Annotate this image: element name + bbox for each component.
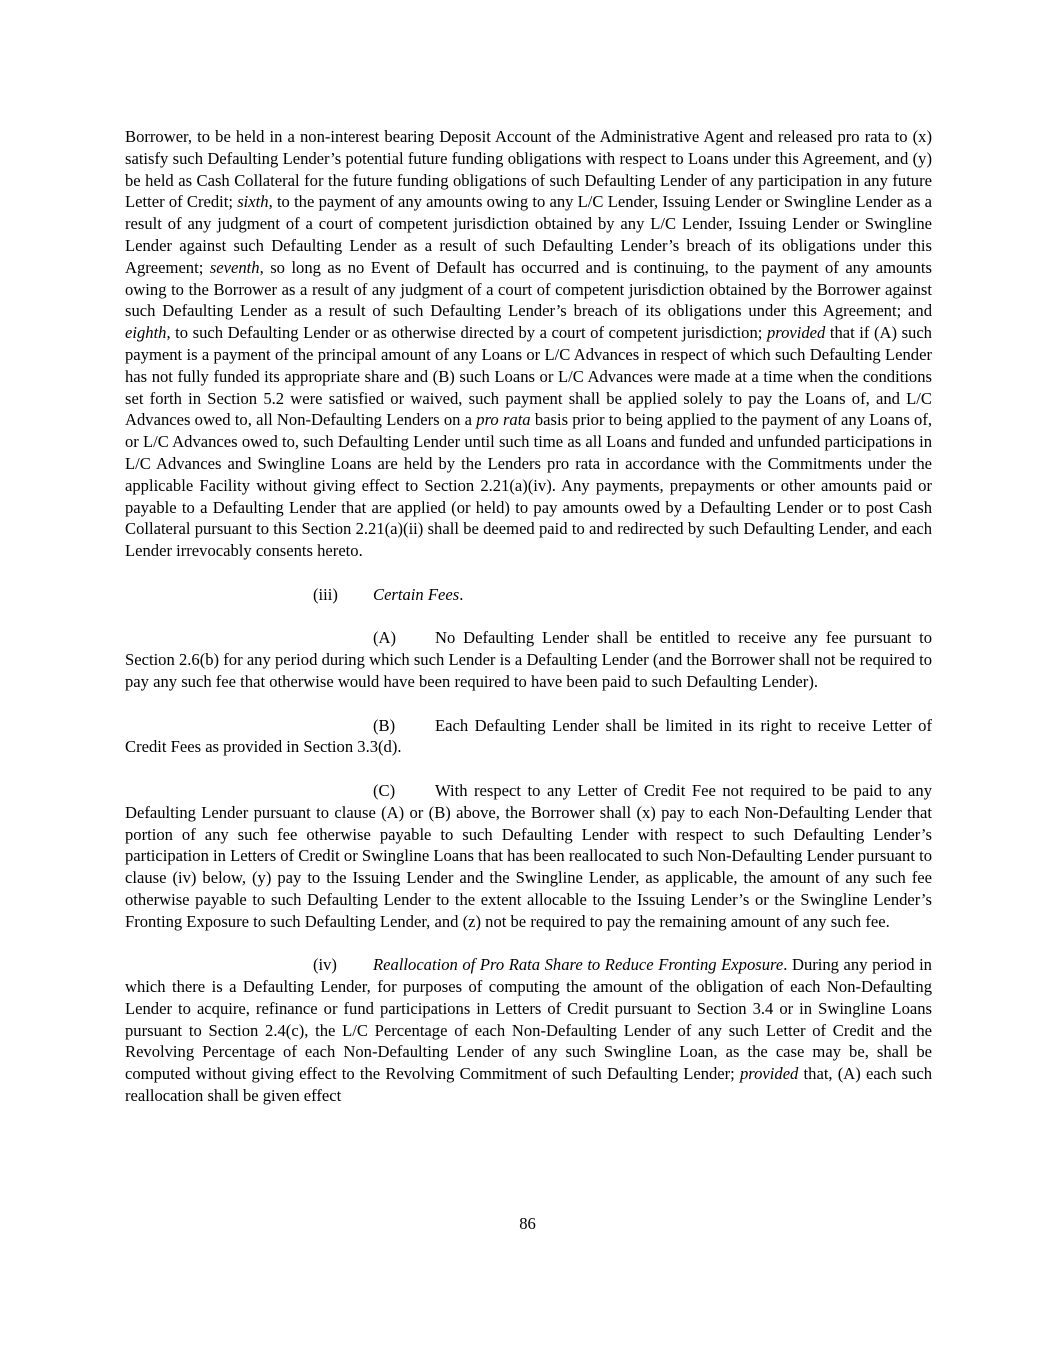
clause-text: With respect to any Letter of Credit Fee not required to be paid to any Defaulting Lender pursuant to clause (A) or (B) above, the Borrower shall (x) pay to each Non-Defaulting Lender that portion of any such fee otherwise payable to such Defaulting Lender with respect to such Defaulting Lender’s participation in Letters of Credit or Swingline Loans that has been reallocated to such Non-Defaulting Lender pursuant to clause (iv) below, (y) pay to the Issuing Lender and the Swingline Lender, as applicable, the amount of any such fee otherwise payable to such Defaulting Lender to the extent allocable to the Issuing Lender’s or the Swingline Lender’s Fronting Exposure to such Defaulting Lender, and (z) not be required to pay the remaining amount of any such fee. [125, 780, 932, 931]
punctuation: . [459, 584, 464, 604]
text-run: , to the payment of any amounts owing to any L/C Lender, Issuing Lender or Swingline Lender as a result of any judgment of a court of competent jurisdiction obtained by any L/C Lender, Issuing Lender or Swingline Lender against such Defaulting Lender as a result of such Defaulting Lender’s breach of its obligations under this Agreement; [125, 192, 933, 277]
page-number: 86 [519, 1214, 536, 1233]
section-title: Certain Fees [373, 584, 460, 604]
clause-number: (A) [373, 628, 397, 648]
text-run: , so long as no Event of Default has occurred and is continuing, to the payment of any amounts owing to the Borrower as a result of any judgment of a court of competent jurisdiction obtained by the Borrower against such Defaulting Lender as a result of such Defaulting Lender’s breach of its obligations under this Agreement; and [125, 257, 932, 321]
clause-number: (B) [373, 715, 396, 735]
clause-c [125, 780, 932, 933]
clause-number: (C) [373, 780, 396, 800]
clause-b [125, 715, 932, 759]
paragraph-continuation [125, 126, 932, 562]
punctuation: . [783, 955, 788, 975]
italic-term-sixth: sixth [237, 192, 269, 212]
section-title: Reallocation of Pro Rata Share to Reduce Fronting Exposure [373, 955, 784, 975]
italic-term-provided: provided [766, 323, 826, 343]
italic-term-seventh: seventh [209, 257, 260, 277]
text-run: Borrower, to be held in a non-interest bearing Deposit Account of the Administrative Agent and released pro rata to (x) satisfy such Defaulting Lender’s potential future funding obligations with respect to Loans under this Agreement, and (y) be held as Cash Collateral for the future funding obligations of such Defaulting Lender of any participation in any future Letter of Credit; [125, 127, 932, 212]
section-iii-heading [125, 584, 932, 606]
italic-term-provided: provided [739, 1064, 799, 1084]
clause-a [125, 627, 932, 692]
text-run: , to such Defaulting Lender or as otherwise directed by a court of competent jurisdiction; [166, 323, 767, 343]
section-iv [125, 954, 932, 1107]
document-page [125, 126, 932, 1107]
text-run: basis prior to being applied to the payment of any Loans of, or L/C Advances owed to, such Defaulting Lender until such time as all Loans and funded and unfunded participations in L/C Advances and Swingline Loans are held by the Lenders pro rata in accordance with the Commitments under the applicable Facility without giving effect to Section 2.21(a)(iv). Any payments, prepayments or other amounts paid or payable to a Defaulting Lender that are applied (or held) to pay amounts owed by a Defaulting Lender or to post Cash Collateral pursuant to this Section 2.21(a)(ii) shall be deemed paid to and redirected by such Defaulting Lender, and each Lender irrevocably consents hereto. [125, 410, 932, 561]
italic-term-eighth: eighth [125, 323, 167, 343]
section-number: (iv) [313, 955, 337, 975]
text-run: that if (A) such payment is a payment of the principal amount of any Loans or L/C Advances in respect of which such Defaulting Lender has not fully funded its appropriate share and (B) such Loans or L/C Advances were made at a time when the conditions set forth in Section 5.2 were satisfied or waived, such payment shall be applied solely to pay the Loans of, and L/C Advances owed to, all Non-Defaulting Lenders on a [125, 323, 932, 430]
text-run: that, (A) each such reallocation shall be given effect [125, 1064, 932, 1106]
clause-text: Each Defaulting Lender shall be limited in its right to receive Letter of Credit Fees as provided in Section 3.3(d). [125, 715, 932, 757]
italic-term-pro-rata: pro rata [476, 410, 531, 430]
section-number: (iii) [313, 584, 338, 604]
text-run: During any period in which there is a Defaulting Lender, for purposes of computing the amount of the obligation of each Non-Defaulting Lender to acquire, refinance or fund participations in Letters of Credit pursuant to Section 3.4 or in Swingline Loans pursuant to Section 2.4(c), the L/C Percentage of each Non-Defaulting Lender of any such Letter of Credit and the Revolving Percentage of each Non-Defaulting Lender of any such Swingline Loan, as the case may be, shall be computed without giving effect to the Revolving Commitment of such Defaulting Lender; [125, 955, 932, 1084]
clause-text: No Defaulting Lender shall be entitled to receive any fee pursuant to Section 2.6(b) for any period during which such Lender is a Defaulting Lender (and the Borrower shall not be required to pay any such fee that otherwise would have been required to have been paid to such Defaulting Lender). [125, 628, 932, 691]
